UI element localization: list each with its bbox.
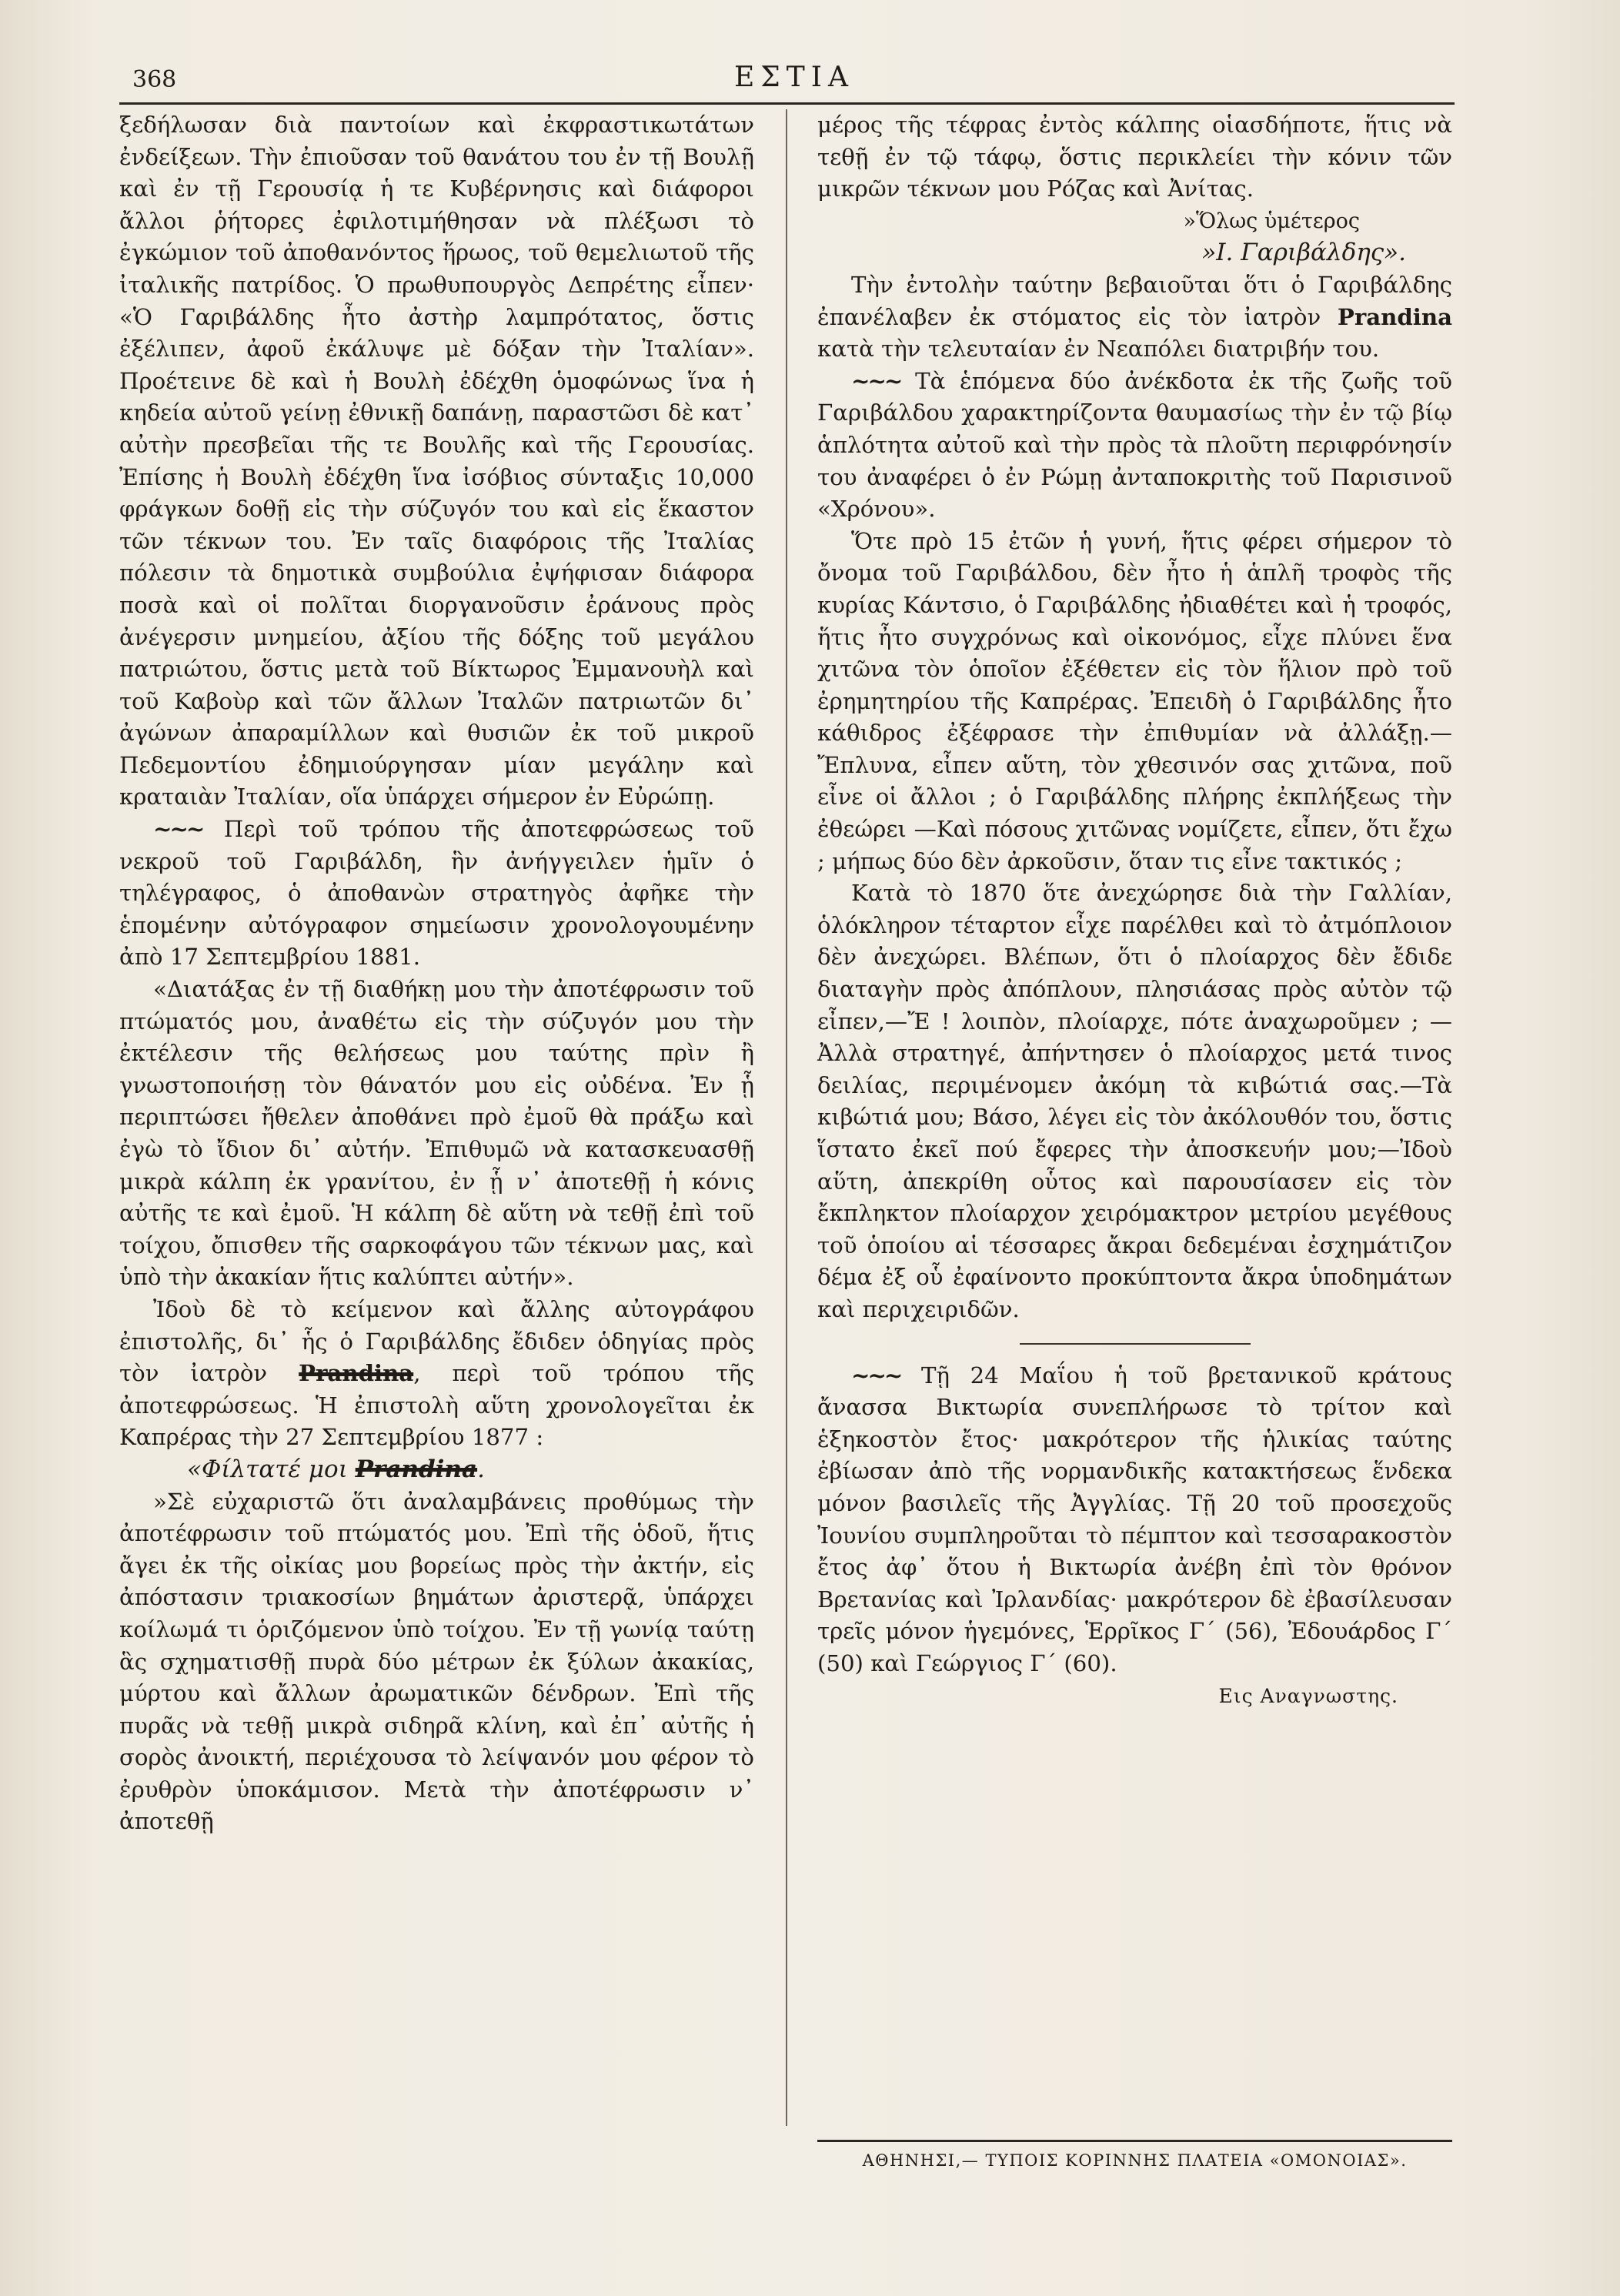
section-mark: ~~~ xyxy=(851,1362,901,1389)
column-divider xyxy=(786,109,787,2126)
right-paragraph-2-after: κατὰ τὴν τελευταίαν ἐν Νεαπόλει διατριβήν του. xyxy=(817,336,1380,363)
right-paragraph-6-text: Τῇ 24 Μαΐου ἡ τοῦ βρετανικοῦ κράτους ἄνασσα Βικτωρία συνεπλήρωσε τὸ τρίτον καὶ ἑξηκοστὸν ἔτος· μακρότερον τῆς ἡλικίας ταύτης ἐβίωσαν ἀπὸ τῆς νορμανδικῆς κατακτήσεως ἕνδεκα μόνον βασιλεῖς τῆς Ἀγγλίας. Τῇ 20 τοῦ προσεχοῦς Ἰουνίου συμπληροῦται τὸ πέμπτον καὶ τεσσαρακοστὸν ἔτος ἀφ᾽ ὅτου ἡ Βικτωρία ἀνέβη ἐπὶ τὸν θρόνον Βρετανίας καὶ Ἰρλανδίας· μακρότερον δὲ ἐβασίλευσαν τρεῖς μόνον ἡγεμόνες, Ἑρρῖκος Γ´ (56), Ἐδουάρδος Γ´ (50) καὶ Γεώργιος Γ´ (60). xyxy=(817,1362,1452,1676)
section-divider xyxy=(1020,1343,1251,1345)
right-paragraph-2-before: Τὴν ἐντολὴν ταύτην βεβαιοῦται ὅτι ὁ Γαριβάλδης ἐπανέλαβεν ἐκ στόματος εἰς τὸν ἰατρὸν xyxy=(817,271,1452,330)
article-signature: Εις Αναγνωστης. xyxy=(1218,1684,1398,1707)
left-paragraph-2-text: Περὶ τοῦ τρόπου τῆς ἀποτεφρώσεως τοῦ νεκροῦ τοῦ Γαριβάλδη, ἣν ἀνήγγειλεν ἡμῖν ὁ τηλέγραφος, ὁ ἀποθανὼν στρατηγὸς ἀφῆκε τὴν ἑπομένην αὐτόγραφον σημείωσιν χρονολογουμένην ἀπὸ 17 Σεπτεμβρίου 1881. xyxy=(119,816,754,971)
right-paragraph-2 xyxy=(817,269,1452,366)
right-paragraph-1: μέρος τῆς τέφρας ἐντὸς κάλπης οἱασδήποτε, ἥτις νὰ τεθῇ ἐν τῷ τάφῳ, ὅστις περικλείει τὴν κόνιν τῶν μικρῶν τέκνων μου Ρόζας καὶ Ἀνίτας. xyxy=(817,112,1452,202)
left-column xyxy=(119,109,754,2118)
left-paragraph-4-after: , περὶ τοῦ τρόπου τῆς ἀποτεφρώσεως. Ἡ ἐπιστολὴ αὕτη χρονολογεῖται ἐκ Καπρέρας τὴν 27 Σεπτεμβρίου 1877 : xyxy=(119,1360,754,1451)
page-header xyxy=(132,62,1456,100)
printer-imprint: ΑΘΗΝΗΣΙ,— ΤΥΠΟΙΣ ΚΟΡΙΝΝΗΣ ΠΛΑΤΕΙΑ «ΟΜΟΝΟΙΑΣ». xyxy=(862,2151,1408,2170)
page-number: 368 xyxy=(132,66,177,93)
salutation-name: Prandina xyxy=(355,1455,478,1483)
right-paragraph-6 xyxy=(817,1360,1452,1680)
left-paragraph-3: «Διατάξας ἐν τῇ διαθήκῃ μου τὴν ἀποτέφρωσιν τοῦ πτώματός μου, ἀναθέτω εἰς τὴν σύζυγόν μου τὴν ἐκτέλεσιν τῆς θελήσεως μου ταύτης πρὶν ἢ γνωστοποιήσῃ τὸν θάνατόν μου εἰς οὐδένα. Ἐν ᾗ περιπτώσει ἤθελεν ἀποθάνει πρὸ ἐμοῦ θὰ πράξω καὶ ἐγὼ τὸ ἴδιον δι᾽ αὐτήν. Ἐπιθυμῶ νὰ κατασκευασθῇ μικρὰ κάλπη ἐκ γρανίτου, ἐν ᾗ ν᾽ ἀποτεθῇ ἡ κόνις αὐτῆς τε καὶ ἐμοῦ. Ἡ κάλπη δὲ αὕτη νὰ τεθῇ ἐπὶ τοῦ τοίχου, ὄπισθεν τῆς σαρκοφάγου τῶν τέκνων μας, καὶ ὑπὸ τὴν ἀκακίαν ἥτις καλύπτει αὐτήν». xyxy=(119,976,754,1291)
left-paragraph-2 xyxy=(119,814,754,974)
letter-closing: »Ὅλως ὑμέτερος xyxy=(1183,209,1360,233)
left-paragraph-5: »Σὲ εὐχαριστῶ ὅτι ἀναλαμβάνεις προθύμως τὴν ἀποτέφρωσιν τοῦ πτώματός μου. Ἐπὶ τῆς ὁδοῦ, ἥτις ἄγει ἐκ τῆς οἰκίας μου βορείως πρὸς τὴν ἀκτήν, εἰς ἀπόστασιν τριακοσίων βημάτων ἀριστερᾷ, ὑπάρχει κοίλωμά τι ὁριζόμενον ὑπὸ τοίχου. Ἐν τῇ γωνίᾳ ταύτῃ ἃς σχηματισθῇ πυρὰ δύο μέτρων ἐκ ξύλων ἀκακίας, μύρτου καὶ ἄλλων ἀρωματικῶν δένδρων. Ἐπὶ τῆς πυρᾶς νὰ τεθῇ μικρὰ σιδηρᾶ κλίνη, καὶ ἐπ᾽ αὐτῆς ἡ σορὸς ἀνοικτή, περιέχουσα τὸ λείψανόν μου φέρον τὸ ἐρυθρὸν ὑποκάμισον. Μετὰ τὴν ἀποτέφρωσιν ν᾽ ἀποτεθῇ xyxy=(119,1488,754,1835)
struck-name: Prandina xyxy=(299,1360,414,1387)
section-mark: ~~~ xyxy=(153,816,203,843)
salutation-end: . xyxy=(477,1455,485,1483)
right-paragraph-3 xyxy=(817,366,1452,526)
left-paragraph-4 xyxy=(119,1294,754,1454)
right-column xyxy=(817,109,1452,2141)
letter-salutation xyxy=(119,1454,754,1486)
right-paragraph-5: Κατὰ τὸ 1870 ὅτε ἀνεχώρησε διὰ τὴν Γαλλίαν, ὁλόκληρον τέταρτον εἶχε παρέλθει καὶ τὸ ἀτμόπλοιον δὲν ἀνεχώρει. Βλέπων, ὅτι ὁ πλοίαρχος δὲν ἔδιδε διαταγὴν πρὸς ἀπόπλουν, πλησιάσας πρὸς αὐτὸν τῷ εἶπεν,—Ἔ ! λοιπὸν, πλοίαρχε, πότε ἀναχωροῦμεν ; —Ἀλλὰ στρατηγέ, ἀπήντησεν ὁ πλοίαρχος μετά τινος δειλίας, περιμένομεν ἀκόμη τὰ κιβώτιά σας.—Τὰ κιβώτιά μου; Βάσο, λέγει εἰς τὸν ἀκόλουθόν του, ὅστις ἵστατο ἐκεῖ πού ἔφερες τὴν ἀποσκευήν μου;—Ἰδοὺ αὕτη, ἀπεκρίθη οὗτος καὶ παρουσίασεν εἰς τὸν ἔκπληκτον πλοίαρχον χειρόμακτρον μετρίου μεγέθους τοῦ ὁποίου αἱ τέσσαρες ἄκραι δεδεμέναι ἐσχημάτιζον δέμα ἐξ οὗ ἐφαίνοντο προκύπτοντα ἄκρα ὑποδημάτων καὶ περιχειριδῶν. xyxy=(817,880,1452,1322)
right-paragraph-3-text: Τὰ ἑπόμενα δύο ἀνέκδοτα ἐκ τῆς ζωῆς τοῦ Γαριβάλδου χαρακτηρίζοντα θαυμασίως τὴν ἐν τῷ βίῳ ἁπλότητα αὐτοῦ καὶ τὴν πρὸς τὰ πλοῦτη περιφρόνησίν του ἀναφέρει ὁ ἐν Ρώμῃ ἀνταποκριτὴς τοῦ Παρισινοῦ «Χρόνου». xyxy=(817,367,1452,523)
section-mark: ~~~ xyxy=(851,367,901,394)
header-rule xyxy=(119,102,1455,105)
left-paragraph-4-before: Ἰδοὺ δὲ τὸ κείμενον καὶ ἄλλης αὐτογράφου ἐπιστολῆς, δι᾽ ἧς ὁ Γαριβάλδης ἔδιδεν ὁδηγίας πρὸς τὸν ἰατρὸν xyxy=(119,1295,754,1387)
letter-signature: »Ι. Γαριβάλδης». xyxy=(1201,239,1406,267)
doctor-name: Prandina xyxy=(1337,303,1453,330)
salutation-text: «Φίλτατέ μοι xyxy=(187,1455,348,1483)
right-paragraph-4: Ὅτε πρὸ 15 ἐτῶν ἡ γυνή, ἥτις φέρει σήμερον τὸ ὄνομα τοῦ Γαριβάλδου, δὲν ἦτο ἡ ἁπλῆ τροφὸς τῆς κυρίας Κάντσιο, ὁ Γαριβάλδης ἠδιαθέτει καὶ ἡ τροφός, ἥτις ἦτο συγχρόνως καὶ οἰκονόμος, εἶχε πλύνει ἕνα χιτῶνα τὸν ὁποῖον ἐξέθετεν εἰς τὸν ἥλιον πρὸ τοῦ ἐρημητηρίου τῆς Καπρέρας. Ἐπειδὴ ὁ Γαριβάλδης ἦτο κάθιδρος ἐξέφρασε τὴν ἐπιθυμίαν νὰ ἀλλάξῃ.—Ἔπλυνα, εἶπεν αὕτη, τὸν χθεσινόν σας χιτῶνα, ποῦ εἶνε οἱ ἄλλοι ; ὁ Γαριβάλδης πλήρης ἐκπλήξεως τὴν ἐθεώρει —Καὶ πόσους χιτῶνας νομίζετε, εἶπεν, ὅτι ἔχω ; μήπως δύο δὲν ἀρκοῦσιν, ὅταν τις εἶνε τακτικός ; xyxy=(817,527,1452,874)
left-paragraph-1: ξεδήλωσαν διὰ παντοίων καὶ ἐκφραστικωτάτων ἐνδείξεων. Τὴν ἐπιοῦσαν τοῦ θανάτου του ἐν τῇ Βουλῇ καὶ ἐν τῇ Γερουσίᾳ ἡ τε Κυβέρνησις καὶ διάφοροι ἄλλοι ῥήτορες ἐφιλοτιμήθησαν νὰ πλέξωσι τὸ ἐγκώμιον τοῦ ἀποθανόντος ἥρωος, τοῦ θεμελιωτοῦ τῆς ἰταλικῆς πατρίδος. Ὁ πρωθυπουργὸς Δεπρέτης εἶπεν· «Ὁ Γαριβάλδης ἦτο ἀστὴρ λαμπρότατος, ὅστις ἐξέλιπεν, ἀφοῦ ἐκάλυψε μὲ δόξαν τὴν Ἰταλίαν». Προέτεινε δὲ καὶ ἡ Βουλὴ ἐδέχθη ὁμοφώνως ἵνα ἡ κηδεία αὐτοῦ γείνῃ ἐθνικῇ δαπάνῃ, παραστῶσι δὲ κατ᾽ αὐτὴν πρεσβεῖαι τῆς τε Βουλῆς καὶ τῆς Γερουσίας. Ἐπίσης ἡ Βουλὴ ἐδέχθη ἵνα ἰσόβιος σύνταξις 10,000 φράγκων δοθῇ εἰς τὴν σύζυγόν του καὶ εἰς ἕκαστον τῶν τέκνων του. Ἐν ταῖς διαφόροις τῆς Ἰταλίας πόλεσιν τὰ δημοτικὰ συμβούλια ἐψήφισαν διάφορα ποσὰ καὶ οἱ πολῖται διοργανοῦσιν ἐράνους πρὸς ἀνέγερσιν μνημείου, ἀξίου τῆς δόξης τοῦ μεγάλου πατριώτου, ὅστις μετὰ τοῦ Βίκτωρος Ἐμμανουὴλ καὶ τοῦ Καβοὺρ καὶ τῶν ἄλλων Ἰταλῶν πατριωτῶν δι᾽ ἀγώνων ἀπαραμίλλων καὶ θυσιῶν ἐκ τοῦ μικροῦ Πεδεμοντίου ἐδημιούργησαν μίαν μεγάλην καὶ κραταιὰν Ἰταλίαν, οἵα ὑπάρχει σήμερον ἐν Εὐρώπῃ. xyxy=(119,112,754,810)
footer-rule xyxy=(817,2140,1452,2142)
journal-title: ΕΣΤΙΑ xyxy=(734,62,854,93)
